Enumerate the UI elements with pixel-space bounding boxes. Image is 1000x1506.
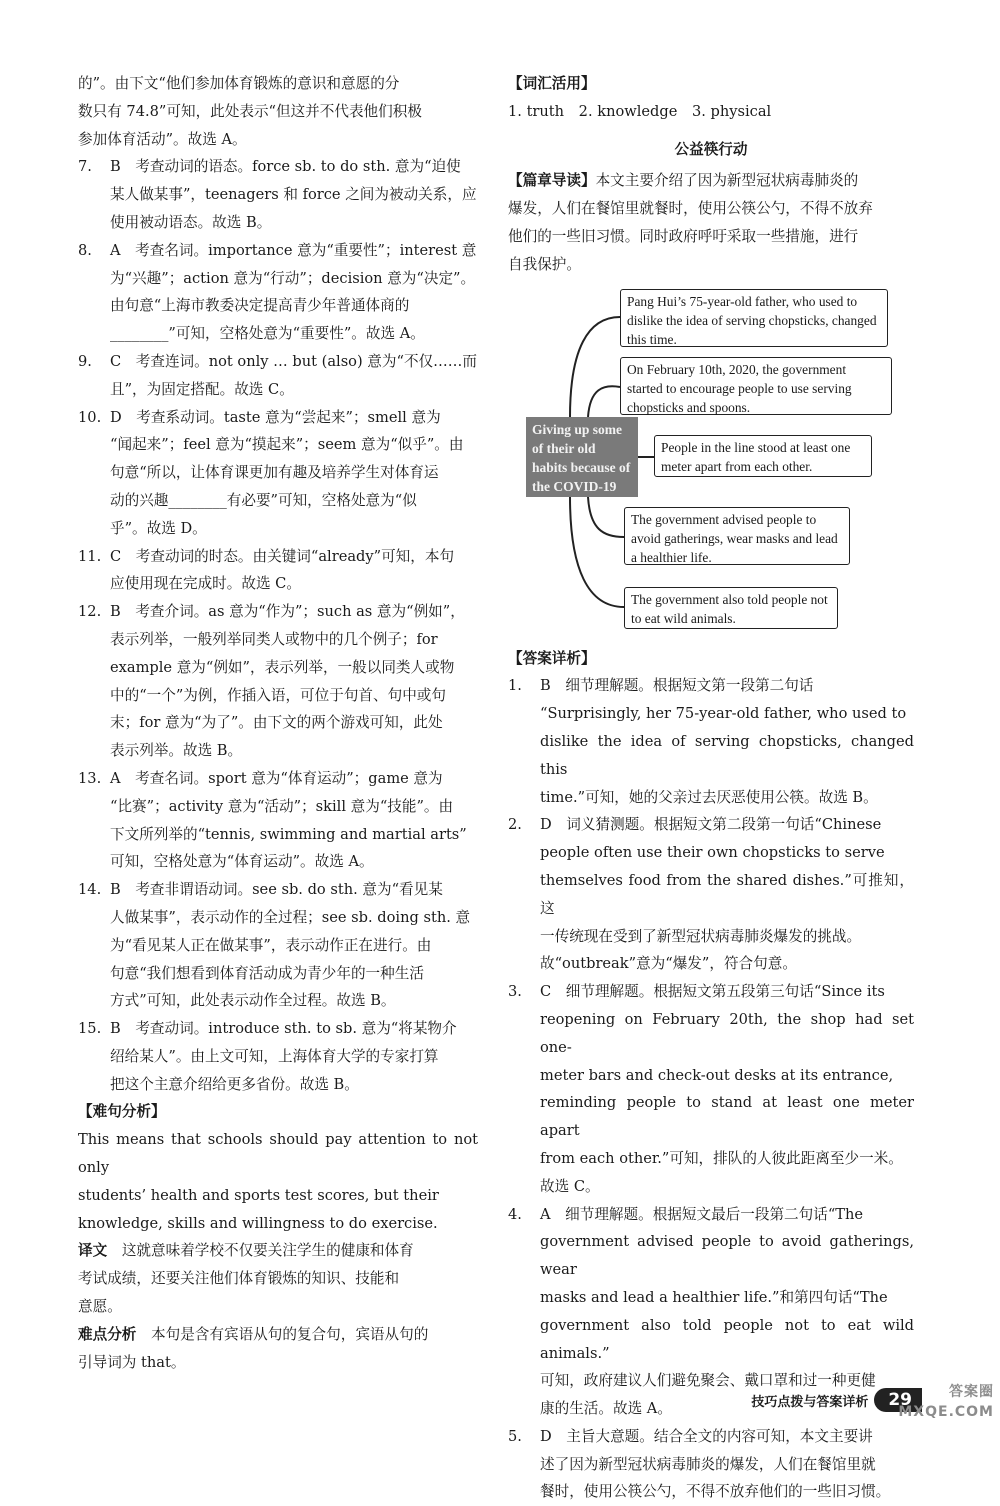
analysis-block [78,1321,478,1377]
text-line: 意愿。 [78,1298,122,1316]
page-footer [751,1388,922,1412]
text-line: 使用被动语态。故选 B。 [110,213,272,231]
item-number: 2. [508,816,522,834]
text-line: people often use their own chopsticks to serve [540,844,885,862]
item-number: 3. [508,983,522,1001]
text-line: 引导词为 that。 [78,1353,186,1371]
text-line: 应使用现在完成时。故选 C。 [110,575,301,593]
watermark-text: 答案圈 [949,1384,994,1400]
text-line: C 考查连词。not only … but (also) 意为“不仅……而 [110,352,477,370]
passage-title: 公益筷行动 [674,140,748,158]
mind-map [508,289,914,639]
text-line: D 主旨大意题。结合全文的内容可知，本文主要讲 [540,1427,873,1445]
translation-block [78,1237,478,1320]
text-line: 可知，空格处意为“体育运动”。故选 A。 [110,853,374,871]
vocab-answers: 1. truth 2. knowledge 3. physical [508,102,772,120]
text-line: 可知，政府建议人们避免聚会、戴口罩和过一种更健 [540,1372,876,1390]
item-number: 11. [78,547,102,565]
answer-item [78,404,478,543]
text-line: 他们的一些旧习惯。同时政府呼吁采取一些措施，进行 [508,227,859,245]
text-line: 自我保护。 [508,255,581,273]
mind-map-branch-node: People in the line stood at least one meter apart from each other. [654,435,872,477]
item-number: 15. [78,1020,102,1038]
text-line: 中的“一个”为例，作插入语，可位于句首、句中或句 [110,686,446,704]
text-line: students’ health and sports test scores, but their [78,1186,439,1204]
text-line: “比赛”；activity 意为“活动”；skill 意为“技能”。由 [110,797,454,815]
text-line: A 考查名词。sport 意为“体育运动”；game 意为 [110,769,443,787]
text-line: 末；for 意为“为了”。由下文的两个游戏可知，此处 [110,714,443,732]
text-line: 且”，为固定搭配。故选 C。 [110,380,294,398]
item-number: 14. [78,881,102,899]
text-line: 表示列举。故选 B。 [110,742,243,760]
text-line: D 词义猜测题。根据短文第二段第一句话“Chinese [540,816,882,834]
item-number: 9. [78,352,92,370]
answer-item [508,811,914,978]
text-line: 方式”可知，此处表示动作全过程。故选 B。 [110,992,396,1010]
item-number: 5. [508,1427,522,1445]
item-number: 13. [78,769,102,787]
mind-map-branch-node: Pang Hui’s 75-year-old father, who used to dislike the idea of serving chopsticks, changed this time. [620,289,888,347]
text-line: 由句意“上海市教委决定提高青少年普通体商的 [110,297,410,315]
answer-item [78,543,478,599]
text-line: D 考查系动词。taste 意为“尝起来”；smell 意为 [110,408,441,426]
watermark [898,1382,994,1422]
item-number: 12. [78,603,102,621]
text-line: C 考查动词的时态。由关键词“already”可知，本句 [110,547,455,565]
text-line: 一传统现在受到了新型冠状病毒肺炎爆发的挑战。 [540,927,862,945]
text-line: ________”可知，空格处意为“重要性”。故选 A。 [110,325,425,343]
answer-item [78,765,478,876]
text-line: 为“看见某人正在做某事”，表示动作正在进行。由 [110,936,432,954]
text-line: 某人做某事”，teenagers 和 force 之间为被动关系，应 [110,186,477,204]
answer-detail-list [508,672,914,1506]
answer-item [508,978,914,1200]
answer-item [78,237,478,348]
item-number: 4. [508,1205,522,1223]
translation-label: 译文 [78,1242,108,1260]
text-line: 绍给某人”。由上文可知，上海体育大学的专家打算 [110,1047,439,1065]
answer-item [78,153,478,236]
text-line: 句意“我们想看到体育活动成为青少年的一种生活 [110,964,424,982]
text-line: B 考查介词。as 意为“作为”；such as 意为“例如”， [110,603,465,621]
answer-item [78,876,478,1015]
mind-map-center-node: Giving up some of their old habits because of the COVID-19 [526,417,638,497]
text-line: themselves food from the shared dishes.”可推知，这 [540,871,914,917]
text-line: 把这个主意介绍给更多省份。故选 B。 [110,1075,359,1093]
page-number: 29 [874,1388,922,1412]
text-line: dislike the idea of serving chopsticks, changed this [540,732,914,778]
text-line: time.”可知，她的父亲过去厌恶使用公筷。故选 B。 [540,788,878,806]
answer-item [78,348,478,404]
text-line: 餐时，使用公筷公勺，不得不放弃他们的一些旧习惯。 [540,1483,891,1501]
text-line: example 意为“例如”，表示列举，一般以同类人或物 [110,658,455,676]
text-line: 本句是含有宾语从句的复合句，宾语从句的 [151,1325,429,1343]
text-line: 故选 C。 [540,1177,600,1195]
item-number: 10. [78,408,102,426]
text-line: 康的生活。故选 A。 [540,1400,672,1418]
text-line: 下文所列举的“tennis, swimming and martial arts” [110,825,467,843]
text-line: 人做某事”，表示动作的全过程；see sb. doing sth. 意 [110,908,471,926]
connector-line [570,317,620,417]
item-number: 7. [78,158,92,176]
text-line: 本文主要介绍了因为新型冠状病毒肺炎的 [595,172,859,190]
watermark-url: MXQE.COM [898,1404,994,1420]
text-line: 参加体育活动”。故选 A。 [78,130,247,148]
difficult-sentence-heading: 【难句分析】 [78,1103,166,1121]
answer-item [508,672,914,811]
text-line: government also told people not to eat wild animals.” [540,1316,914,1362]
text-line: 句意“所以，让体育课更加有趣及培养学生对体育运 [110,464,439,482]
item-number: 8. [78,241,92,259]
vocab-heading: 【词汇活用】 [508,75,596,92]
answers-heading: 【答案详析】 [508,649,596,667]
answer-item [78,598,478,765]
mind-map-branch-node: On February 10th, 2020, the government started to encourage people to use serving chopsticks and spoons. [620,357,892,415]
text-line: “闻起来”；feel 意为“摸起来”；seem 意为“似乎”。由 [110,436,464,454]
text-line: C 细节理解题。根据短文第五段第三句话“Since its [540,983,885,1001]
text-line: masks and lead a healthier life.”和第四句话“The [540,1288,888,1306]
text-line: reminding people to stand at least one meter apart [540,1094,914,1140]
text-line: 的”。由下文“他们参加体育锻炼的意识和意愿的分 [78,75,400,92]
mind-map-branch-node: The government advised people to avoid gatherings, wear masks and lead a healthier life. [624,507,850,565]
connector-line [570,497,624,607]
text-line: This means that schools should pay attention to not only [78,1131,478,1177]
text-line: A 考查名词。importance 意为“重要性”；interest 意 [110,241,477,259]
intro-paragraph [78,70,478,153]
text-line: 这就意味着学校不仅要关注学生的健康和体育 [121,1242,414,1260]
text-line: 故“outbreak”意为“爆发”，符合句意。 [540,955,797,973]
connector-line [588,497,624,537]
answer-item [78,1015,478,1098]
text-line: meter bars and check-out desks at its entrance, [540,1066,894,1084]
mind-map-branch-node: The government also told people not to eat wild animals. [624,587,838,629]
answer-explanation-list [78,153,478,1098]
text-line: 表示列举，一般列举同类人或物中的几个例子；for [110,630,438,648]
text-line: government advised people to avoid gatherings, wear [540,1233,914,1279]
item-number: 1. [508,677,522,695]
text-line: 动的兴趣________有必要”可知，空格处意为“似 [110,491,417,509]
text-line: knowledge, skills and willingness to do exercise. [78,1214,438,1232]
text-line: B 细节理解题。根据短文第一段第二句话 [540,677,814,695]
connector-line [588,386,620,417]
text-line: B 考查非谓语动词。see sb. do sth. 意为“看见某 [110,881,443,899]
guide-block [508,167,914,278]
text-line: 数只有 74.8”可知，此处表示“但这并不代表他们积极 [78,102,422,120]
answer-item [508,1423,914,1506]
text-line: 爆发，人们在餐馆里就餐时，使用公筷公勺，不得不放弃 [508,200,873,218]
left-column [78,70,478,1376]
text-line: B 考查动词的语态。force sb. to do sth. 意为“迫使 [110,158,461,176]
text-line: “Surprisingly, her 75-year-old father, who used to [540,705,907,723]
difficult-sentence [78,1126,478,1237]
text-line: reopening on February 20th, the shop had set one- [540,1010,914,1056]
guide-label: 【篇章导读】 [508,172,596,190]
text-line: B 考查动词。introduce sth. to sb. 意为“将某物介 [110,1020,457,1038]
right-column [508,70,914,1506]
text-line: 乎”。故选 D。 [110,519,207,537]
footer-label: 技巧点拨与答案详析 [751,1394,869,1410]
text-line: 述了因为新型冠状病毒肺炎的爆发，人们在餐馆里就 [540,1455,876,1473]
text-line: A 细节理解题。根据短文最后一段第二句话“The [540,1205,864,1223]
analysis-label: 难点分析 [78,1325,137,1343]
text-line: 为“兴趣”；action 意为“行动”；decision 意为“决定”。 [110,269,476,287]
text-line: from each other.”可知，排队的人彼此距离至少一米。 [540,1149,903,1167]
text-line: 考试成绩，还要关注他们体育锻炼的知识、技能和 [78,1270,400,1288]
